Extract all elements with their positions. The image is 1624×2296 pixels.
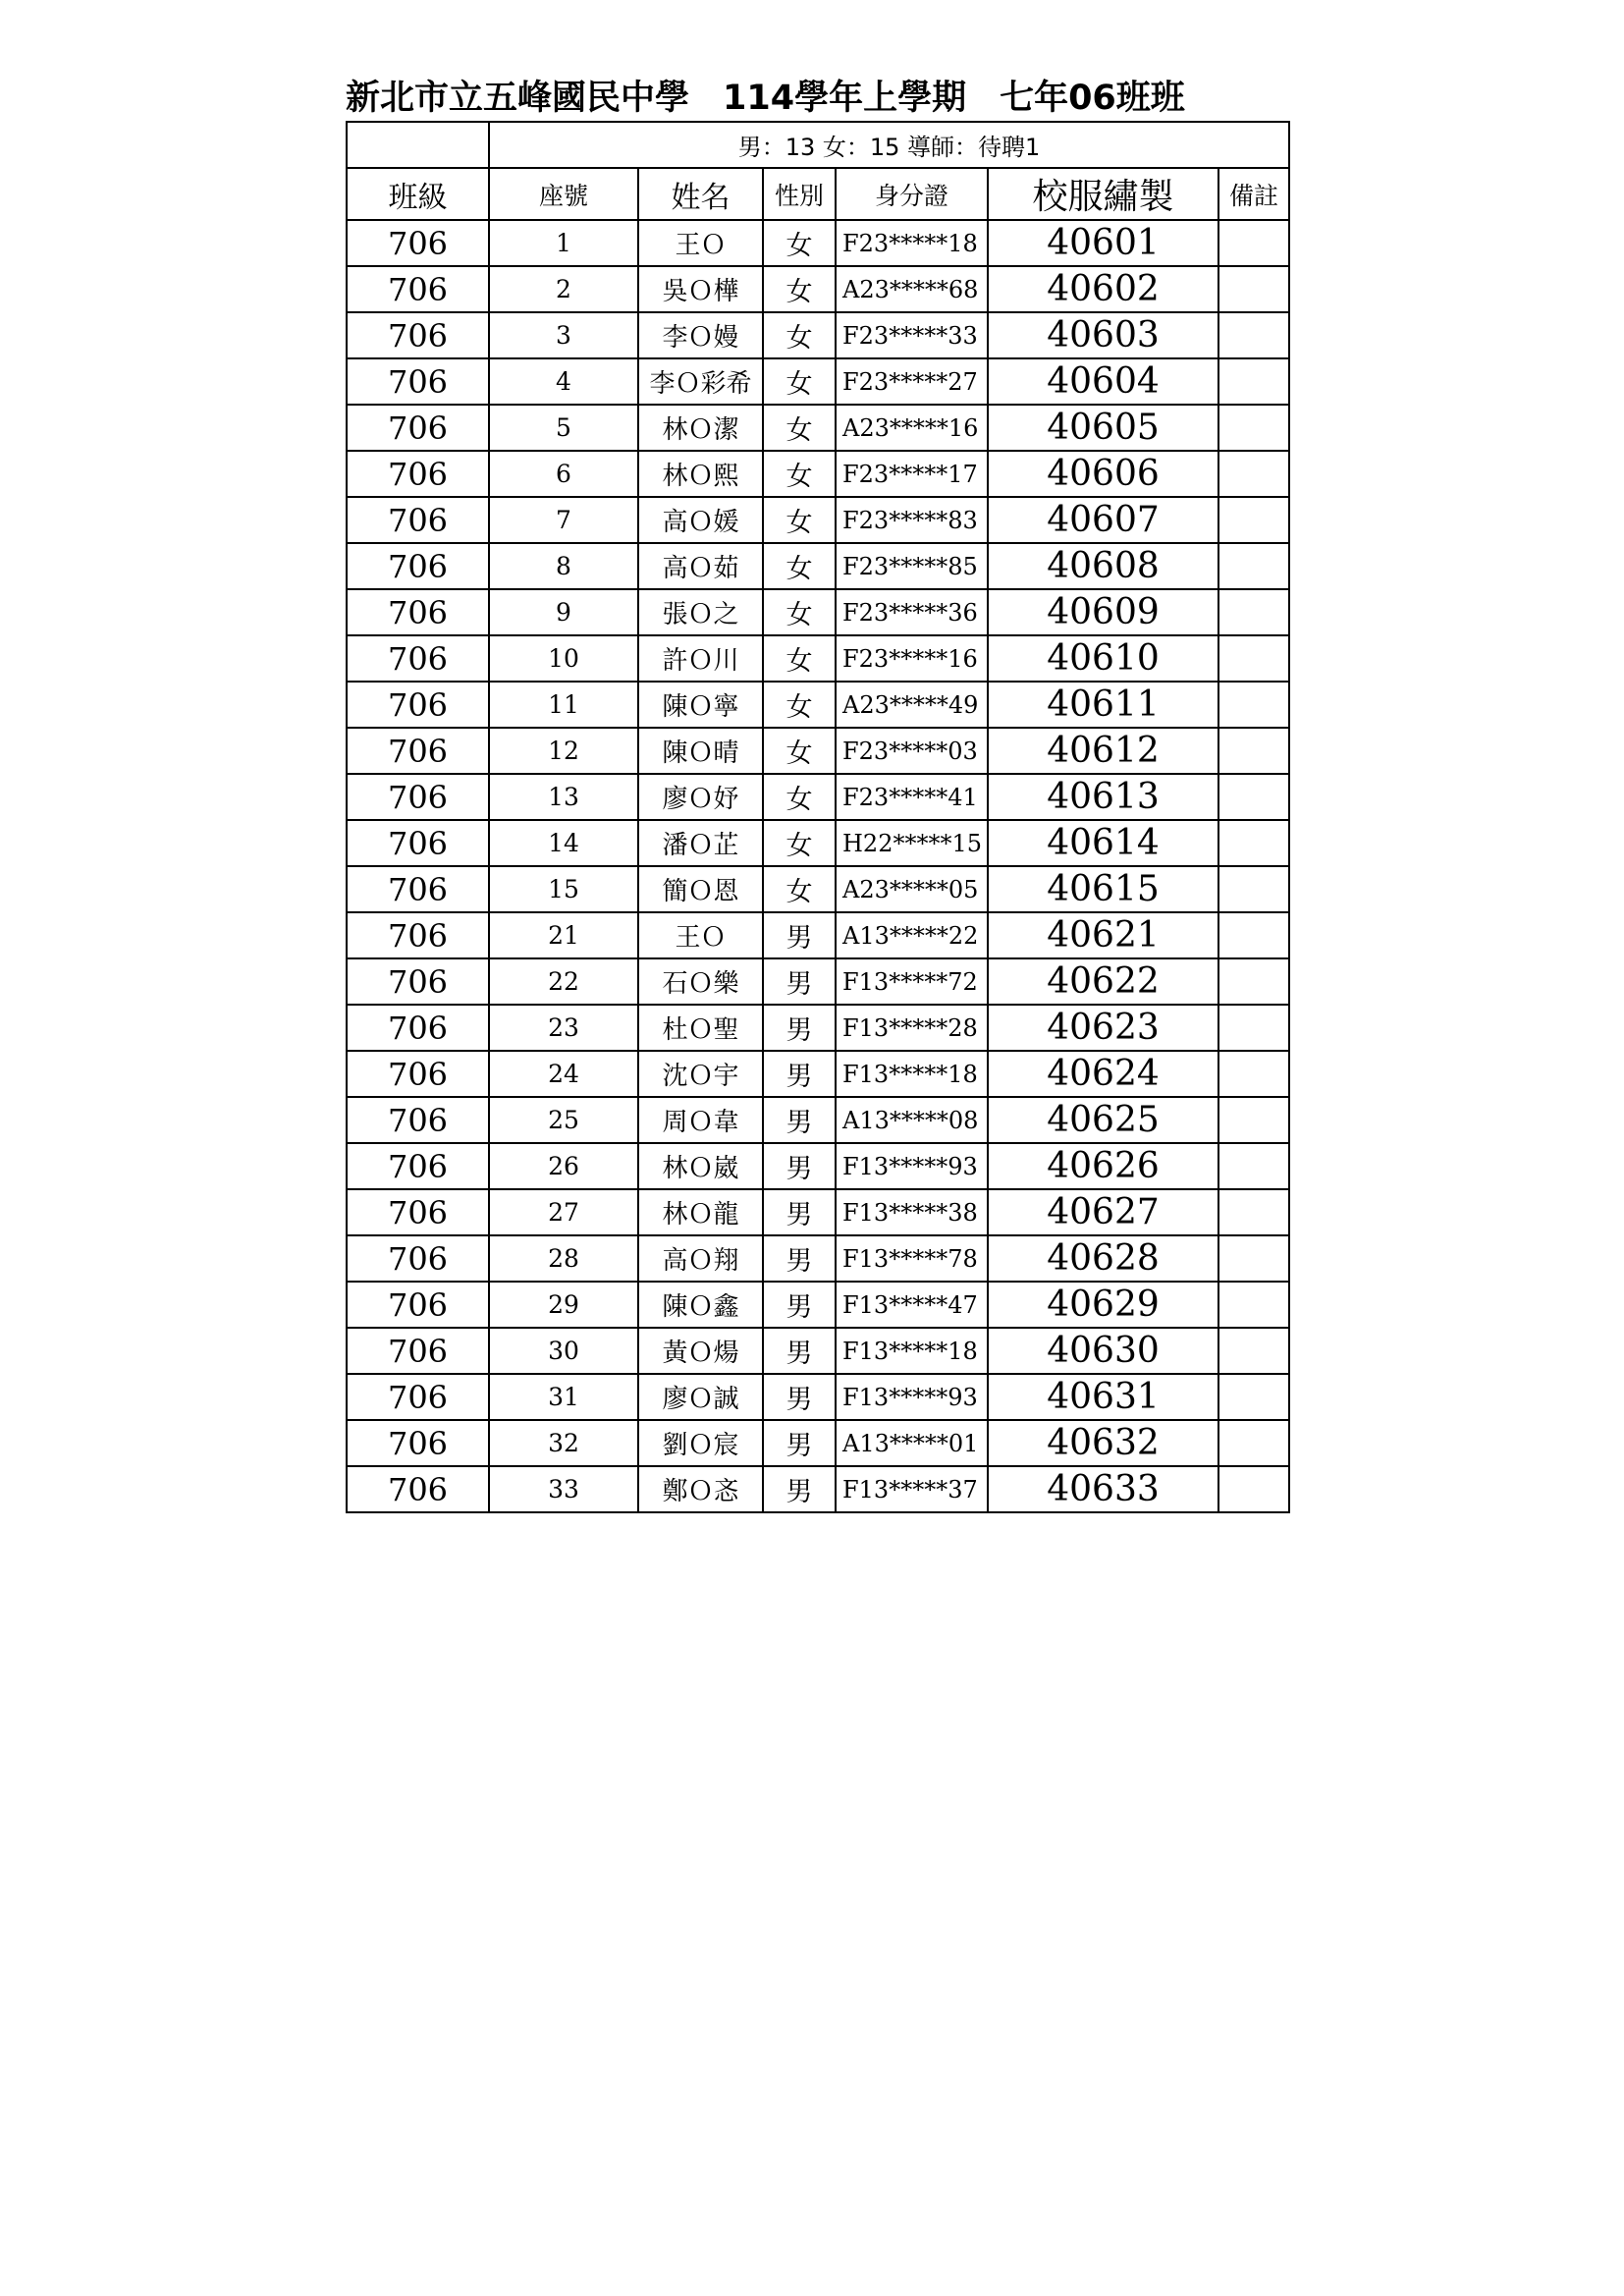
cell-gender: 女 bbox=[763, 405, 836, 451]
cell-remark bbox=[1218, 1466, 1289, 1512]
cell-remark bbox=[1218, 682, 1289, 728]
table-row bbox=[347, 682, 1289, 728]
summary-blank-cell bbox=[347, 122, 489, 168]
table-row bbox=[347, 589, 1289, 635]
cell-uniform: 40621 bbox=[988, 912, 1218, 958]
cell-seat: 10 bbox=[489, 635, 638, 682]
cell-name: 李Ｏ彩希 bbox=[638, 358, 763, 405]
cell-name: 高Ｏ翔 bbox=[638, 1235, 763, 1282]
cell-gender: 男 bbox=[763, 1374, 836, 1420]
cell-uniform: 40604 bbox=[988, 358, 1218, 405]
cell-class: 706 bbox=[347, 1282, 489, 1328]
table-row bbox=[347, 1189, 1289, 1235]
cell-remark bbox=[1218, 912, 1289, 958]
cell-class: 706 bbox=[347, 1328, 489, 1374]
cell-remark bbox=[1218, 543, 1289, 589]
cell-id: A13*****22 bbox=[836, 912, 988, 958]
cell-remark bbox=[1218, 1051, 1289, 1097]
table-row bbox=[347, 497, 1289, 543]
cell-id: F13*****37 bbox=[836, 1466, 988, 1512]
cell-id: F23*****36 bbox=[836, 589, 988, 635]
document-title bbox=[346, 71, 1288, 120]
cell-uniform: 40615 bbox=[988, 866, 1218, 912]
table-row bbox=[347, 1097, 1289, 1143]
cell-name: 廖Ｏ妤 bbox=[638, 774, 763, 820]
cell-uniform: 40614 bbox=[988, 820, 1218, 866]
cell-remark bbox=[1218, 1328, 1289, 1374]
cell-id: F23*****85 bbox=[836, 543, 988, 589]
cell-seat: 1 bbox=[489, 220, 638, 266]
cell-gender: 女 bbox=[763, 589, 836, 635]
cell-class: 706 bbox=[347, 1143, 489, 1189]
cell-gender: 女 bbox=[763, 635, 836, 682]
header-class: 班級 bbox=[347, 168, 489, 220]
cell-gender: 男 bbox=[763, 1097, 836, 1143]
table-row bbox=[347, 1420, 1289, 1466]
cell-gender: 男 bbox=[763, 912, 836, 958]
cell-uniform: 40603 bbox=[988, 312, 1218, 358]
cell-name: 林Ｏ熙 bbox=[638, 451, 763, 497]
cell-id: A23*****16 bbox=[836, 405, 988, 451]
table-row bbox=[347, 912, 1289, 958]
cell-id: F13*****28 bbox=[836, 1005, 988, 1051]
cell-seat: 9 bbox=[489, 589, 638, 635]
cell-gender: 男 bbox=[763, 1466, 836, 1512]
cell-gender: 男 bbox=[763, 1005, 836, 1051]
cell-uniform: 40611 bbox=[988, 682, 1218, 728]
cell-name: 李Ｏ嫚 bbox=[638, 312, 763, 358]
cell-class: 706 bbox=[347, 1466, 489, 1512]
table-row bbox=[347, 1328, 1289, 1374]
cell-gender: 男 bbox=[763, 1051, 836, 1097]
cell-gender: 女 bbox=[763, 358, 836, 405]
cell-class: 706 bbox=[347, 1374, 489, 1420]
cell-uniform: 40623 bbox=[988, 1005, 1218, 1051]
cell-gender: 女 bbox=[763, 543, 836, 589]
cell-seat: 4 bbox=[489, 358, 638, 405]
cell-seat: 28 bbox=[489, 1235, 638, 1282]
header-seat: 座號 bbox=[489, 168, 638, 220]
cell-id: A23*****49 bbox=[836, 682, 988, 728]
cell-name: 高Ｏ茹 bbox=[638, 543, 763, 589]
cell-name: 廖Ｏ誠 bbox=[638, 1374, 763, 1420]
cell-seat: 30 bbox=[489, 1328, 638, 1374]
cell-class: 706 bbox=[347, 497, 489, 543]
cell-uniform: 40601 bbox=[988, 220, 1218, 266]
cell-name: 簡Ｏ恩 bbox=[638, 866, 763, 912]
table-row bbox=[347, 1005, 1289, 1051]
cell-name: 沈Ｏ宇 bbox=[638, 1051, 763, 1097]
cell-uniform: 40609 bbox=[988, 589, 1218, 635]
cell-id: F23*****41 bbox=[836, 774, 988, 820]
cell-class: 706 bbox=[347, 1235, 489, 1282]
cell-seat: 29 bbox=[489, 1282, 638, 1328]
cell-seat: 32 bbox=[489, 1420, 638, 1466]
cell-id: F13*****47 bbox=[836, 1282, 988, 1328]
cell-id: A23*****05 bbox=[836, 866, 988, 912]
cell-uniform: 40607 bbox=[988, 497, 1218, 543]
cell-uniform: 40630 bbox=[988, 1328, 1218, 1374]
cell-remark bbox=[1218, 1282, 1289, 1328]
table-row bbox=[347, 1466, 1289, 1512]
cell-gender: 女 bbox=[763, 682, 836, 728]
cell-remark bbox=[1218, 1189, 1289, 1235]
class-name: 七年06班班 bbox=[1000, 79, 1185, 118]
cell-id: F23*****18 bbox=[836, 220, 988, 266]
cell-id: F13*****93 bbox=[836, 1143, 988, 1189]
cell-class: 706 bbox=[347, 820, 489, 866]
header-uniform: 校服繡製 bbox=[988, 168, 1218, 220]
cell-remark bbox=[1218, 312, 1289, 358]
cell-id: F13*****18 bbox=[836, 1328, 988, 1374]
header-name: 姓名 bbox=[638, 168, 763, 220]
table-row bbox=[347, 312, 1289, 358]
cell-gender: 男 bbox=[763, 1189, 836, 1235]
cell-remark bbox=[1218, 1143, 1289, 1189]
cell-seat: 25 bbox=[489, 1097, 638, 1143]
cell-gender: 男 bbox=[763, 1143, 836, 1189]
cell-uniform: 40626 bbox=[988, 1143, 1218, 1189]
cell-name: 黃Ｏ煬 bbox=[638, 1328, 763, 1374]
cell-name: 杜Ｏ聖 bbox=[638, 1005, 763, 1051]
cell-id: F23*****27 bbox=[836, 358, 988, 405]
cell-uniform: 40622 bbox=[988, 958, 1218, 1005]
cell-uniform: 40627 bbox=[988, 1189, 1218, 1235]
cell-seat: 22 bbox=[489, 958, 638, 1005]
cell-id: F13*****72 bbox=[836, 958, 988, 1005]
cell-id: F13*****78 bbox=[836, 1235, 988, 1282]
cell-seat: 24 bbox=[489, 1051, 638, 1097]
cell-remark bbox=[1218, 220, 1289, 266]
cell-class: 706 bbox=[347, 358, 489, 405]
cell-seat: 15 bbox=[489, 866, 638, 912]
cell-remark bbox=[1218, 866, 1289, 912]
cell-id: A13*****08 bbox=[836, 1097, 988, 1143]
cell-gender: 女 bbox=[763, 820, 836, 866]
cell-name: 許Ｏ川 bbox=[638, 635, 763, 682]
cell-name: 鄭Ｏ忞 bbox=[638, 1466, 763, 1512]
cell-class: 706 bbox=[347, 312, 489, 358]
cell-seat: 33 bbox=[489, 1466, 638, 1512]
table-row bbox=[347, 774, 1289, 820]
cell-name: 王Ｏ bbox=[638, 220, 763, 266]
cell-uniform: 40633 bbox=[988, 1466, 1218, 1512]
cell-id: H22*****15 bbox=[836, 820, 988, 866]
cell-remark bbox=[1218, 1235, 1289, 1282]
cell-class: 706 bbox=[347, 728, 489, 774]
cell-class: 706 bbox=[347, 1420, 489, 1466]
cell-gender: 女 bbox=[763, 220, 836, 266]
cell-class: 706 bbox=[347, 1189, 489, 1235]
cell-remark bbox=[1218, 774, 1289, 820]
cell-id: F13*****93 bbox=[836, 1374, 988, 1420]
cell-class: 706 bbox=[347, 451, 489, 497]
cell-uniform: 40613 bbox=[988, 774, 1218, 820]
cell-remark bbox=[1218, 266, 1289, 312]
cell-remark bbox=[1218, 958, 1289, 1005]
cell-name: 陳Ｏ寧 bbox=[638, 682, 763, 728]
school-name: 新北市立五峰國民中學 bbox=[346, 79, 690, 118]
class-summary: 男：13 女：15 導師：待聘1 bbox=[489, 122, 1289, 168]
cell-name: 石Ｏ樂 bbox=[638, 958, 763, 1005]
cell-uniform: 40628 bbox=[988, 1235, 1218, 1282]
table-row bbox=[347, 635, 1289, 682]
table-row bbox=[347, 820, 1289, 866]
cell-uniform: 40610 bbox=[988, 635, 1218, 682]
table-row bbox=[347, 543, 1289, 589]
header-remark: 備註 bbox=[1218, 168, 1289, 220]
header-id: 身分證 bbox=[836, 168, 988, 220]
cell-seat: 2 bbox=[489, 266, 638, 312]
cell-name: 劉Ｏ宸 bbox=[638, 1420, 763, 1466]
cell-seat: 11 bbox=[489, 682, 638, 728]
table-row bbox=[347, 1282, 1289, 1328]
cell-class: 706 bbox=[347, 589, 489, 635]
cell-name: 周Ｏ韋 bbox=[638, 1097, 763, 1143]
cell-seat: 26 bbox=[489, 1143, 638, 1189]
cell-seat: 8 bbox=[489, 543, 638, 589]
cell-seat: 6 bbox=[489, 451, 638, 497]
cell-id: F13*****38 bbox=[836, 1189, 988, 1235]
cell-name: 高Ｏ媛 bbox=[638, 497, 763, 543]
summary-row bbox=[347, 122, 1289, 168]
cell-uniform: 40606 bbox=[988, 451, 1218, 497]
cell-id: F23*****83 bbox=[836, 497, 988, 543]
header-row bbox=[347, 168, 1289, 220]
cell-gender: 男 bbox=[763, 1235, 836, 1282]
student-roster-table bbox=[346, 121, 1290, 1513]
cell-class: 706 bbox=[347, 912, 489, 958]
cell-class: 706 bbox=[347, 1097, 489, 1143]
cell-uniform: 40632 bbox=[988, 1420, 1218, 1466]
header-gender: 性別 bbox=[763, 168, 836, 220]
cell-seat: 27 bbox=[489, 1189, 638, 1235]
table-row bbox=[347, 958, 1289, 1005]
table-row bbox=[347, 866, 1289, 912]
cell-remark bbox=[1218, 451, 1289, 497]
cell-gender: 女 bbox=[763, 774, 836, 820]
cell-id: F23*****33 bbox=[836, 312, 988, 358]
cell-name: 陳Ｏ鑫 bbox=[638, 1282, 763, 1328]
cell-remark bbox=[1218, 1097, 1289, 1143]
cell-uniform: 40608 bbox=[988, 543, 1218, 589]
cell-name: 林Ｏ龍 bbox=[638, 1189, 763, 1235]
cell-name: 吳Ｏ樺 bbox=[638, 266, 763, 312]
table-row bbox=[347, 405, 1289, 451]
cell-remark bbox=[1218, 405, 1289, 451]
table-row bbox=[347, 1051, 1289, 1097]
cell-gender: 女 bbox=[763, 312, 836, 358]
cell-uniform: 40631 bbox=[988, 1374, 1218, 1420]
cell-seat: 12 bbox=[489, 728, 638, 774]
cell-remark bbox=[1218, 589, 1289, 635]
cell-id: F23*****03 bbox=[836, 728, 988, 774]
cell-name: 王Ｏ bbox=[638, 912, 763, 958]
cell-uniform: 40629 bbox=[988, 1282, 1218, 1328]
cell-class: 706 bbox=[347, 958, 489, 1005]
cell-name: 張Ｏ之 bbox=[638, 589, 763, 635]
cell-gender: 女 bbox=[763, 266, 836, 312]
cell-uniform: 40602 bbox=[988, 266, 1218, 312]
cell-uniform: 40612 bbox=[988, 728, 1218, 774]
cell-name: 陳Ｏ晴 bbox=[638, 728, 763, 774]
cell-seat: 7 bbox=[489, 497, 638, 543]
cell-id: A23*****68 bbox=[836, 266, 988, 312]
cell-id: F13*****18 bbox=[836, 1051, 988, 1097]
table-row bbox=[347, 1235, 1289, 1282]
cell-name: 林Ｏ潔 bbox=[638, 405, 763, 451]
cell-gender: 男 bbox=[763, 958, 836, 1005]
cell-remark bbox=[1218, 497, 1289, 543]
table-row bbox=[347, 1143, 1289, 1189]
cell-seat: 21 bbox=[489, 912, 638, 958]
cell-gender: 女 bbox=[763, 497, 836, 543]
table-row bbox=[347, 1374, 1289, 1420]
cell-class: 706 bbox=[347, 774, 489, 820]
cell-class: 706 bbox=[347, 543, 489, 589]
cell-class: 706 bbox=[347, 1051, 489, 1097]
cell-name: 林Ｏ崴 bbox=[638, 1143, 763, 1189]
table-row bbox=[347, 266, 1289, 312]
cell-remark bbox=[1218, 358, 1289, 405]
cell-id: A13*****01 bbox=[836, 1420, 988, 1466]
table-row bbox=[347, 358, 1289, 405]
cell-class: 706 bbox=[347, 1005, 489, 1051]
table-row bbox=[347, 728, 1289, 774]
cell-remark bbox=[1218, 1420, 1289, 1466]
cell-uniform: 40625 bbox=[988, 1097, 1218, 1143]
cell-remark bbox=[1218, 820, 1289, 866]
table-row bbox=[347, 220, 1289, 266]
cell-class: 706 bbox=[347, 266, 489, 312]
cell-gender: 女 bbox=[763, 866, 836, 912]
cell-remark bbox=[1218, 1374, 1289, 1420]
table-row bbox=[347, 451, 1289, 497]
cell-seat: 14 bbox=[489, 820, 638, 866]
cell-id: F23*****17 bbox=[836, 451, 988, 497]
cell-class: 706 bbox=[347, 866, 489, 912]
cell-class: 706 bbox=[347, 405, 489, 451]
cell-seat: 13 bbox=[489, 774, 638, 820]
cell-id: F23*****16 bbox=[836, 635, 988, 682]
cell-seat: 31 bbox=[489, 1374, 638, 1420]
cell-uniform: 40605 bbox=[988, 405, 1218, 451]
term-label: 114學年上學期 bbox=[723, 79, 967, 118]
cell-seat: 23 bbox=[489, 1005, 638, 1051]
cell-class: 706 bbox=[347, 682, 489, 728]
cell-seat: 3 bbox=[489, 312, 638, 358]
cell-class: 706 bbox=[347, 220, 489, 266]
cell-gender: 男 bbox=[763, 1282, 836, 1328]
cell-remark bbox=[1218, 728, 1289, 774]
cell-gender: 女 bbox=[763, 451, 836, 497]
cell-class: 706 bbox=[347, 635, 489, 682]
cell-seat: 5 bbox=[489, 405, 638, 451]
cell-gender: 男 bbox=[763, 1420, 836, 1466]
cell-remark bbox=[1218, 635, 1289, 682]
cell-remark bbox=[1218, 1005, 1289, 1051]
cell-gender: 女 bbox=[763, 728, 836, 774]
cell-gender: 男 bbox=[763, 1328, 836, 1374]
cell-uniform: 40624 bbox=[988, 1051, 1218, 1097]
cell-name: 潘Ｏ芷 bbox=[638, 820, 763, 866]
